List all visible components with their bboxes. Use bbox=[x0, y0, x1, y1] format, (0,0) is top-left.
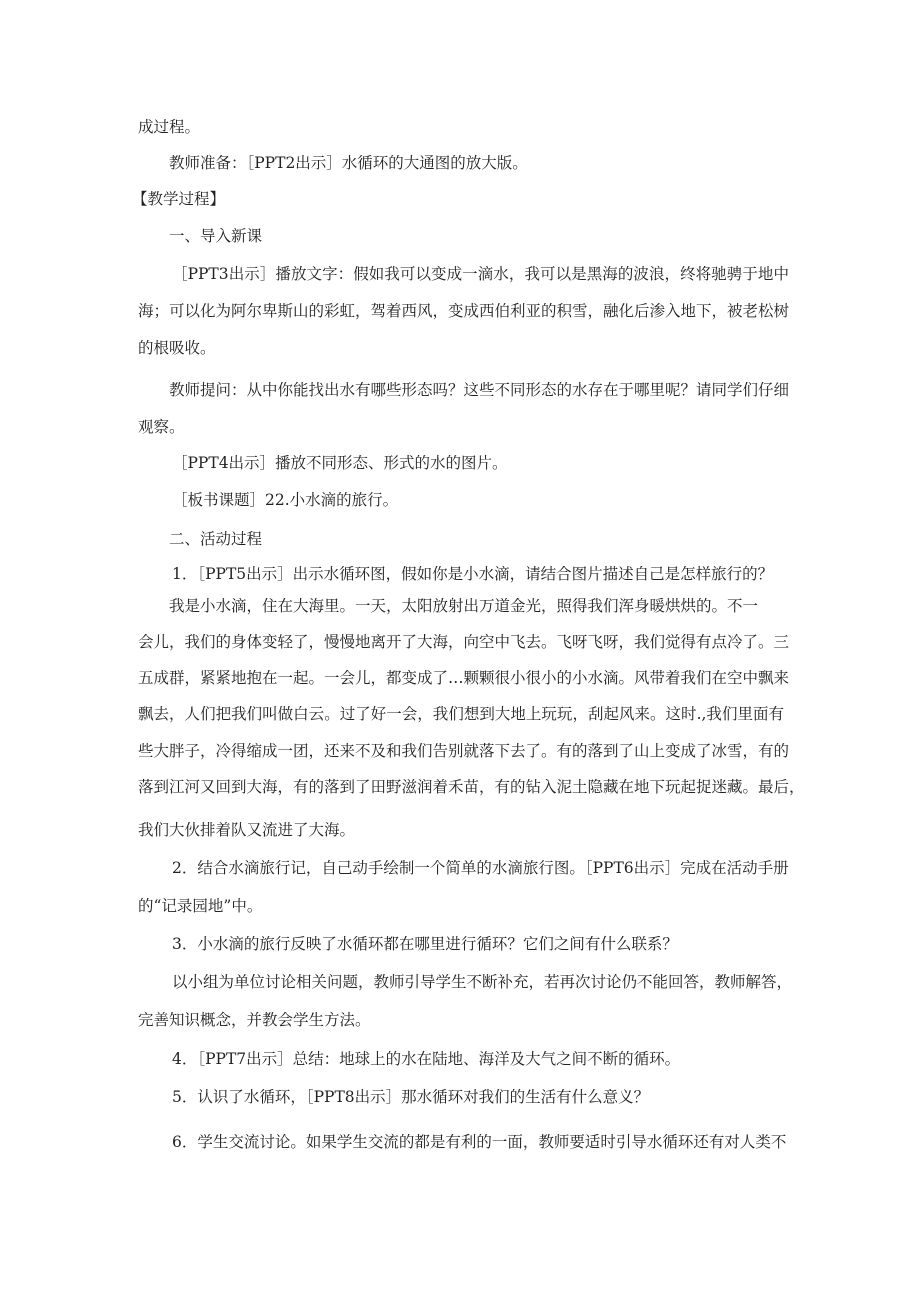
subsection-heading: 二、活动过程 bbox=[169, 530, 263, 548]
text-line: 完善知识概念，并教会学生方法。 bbox=[138, 1011, 371, 1029]
text-line: 五成群，紧紧地抱在一起。一会儿，都变成了…颗颗很小很小的小水滴。风带着我们在空中飘来 bbox=[138, 669, 790, 687]
text-line: 教师提问：从中你能找出水有哪些形态吗？这些不同形态的水存在于哪里呢？请同学们仔细 bbox=[169, 381, 790, 399]
text-line: ［板书课题］22.小水滴的旅行。 bbox=[172, 491, 399, 509]
text-line: ［PPT4出示］播放不同形态、形式的水的图片。 bbox=[172, 454, 508, 472]
text-line: 观察。 bbox=[138, 418, 185, 436]
list-item: 4．［PPT7出示］总结：地球上的水在陆地、海洋及大气之间不断的循环。 bbox=[172, 1050, 681, 1068]
text-line: 的“记录园地”中。 bbox=[138, 897, 263, 915]
text-line: 的根吸收。 bbox=[138, 339, 216, 357]
text-line: 飘去，人们把我们叫做白云。过了好一会，我们想到大地上玩玩，刮起风来。这时.,我们里面有 bbox=[138, 705, 784, 723]
section-heading: 【教学过程】 bbox=[132, 190, 226, 208]
list-item: 6．学生交流讨论。如果学生交流的都是有利的一面，教师要适时引导水循环还有对人类不 bbox=[172, 1133, 787, 1151]
list-item: 3．小水滴的旅行反映了水循环都在哪里进行循环？它们之间有什么联系？ bbox=[172, 935, 678, 953]
text-line: ［PPT3出示］播放文字：假如我可以变成一滴水，我可以是黑海的波浪，终将驰骋于地中 bbox=[172, 265, 789, 283]
text-line: 教师准备：［PPT2出示］水循环的大通图的放大版。 bbox=[169, 154, 528, 172]
subsection-heading: 一、导入新课 bbox=[169, 227, 263, 245]
text-line: 成过程。 bbox=[138, 118, 201, 136]
text-line: 我是小水滴，住在大海里。一天，太阳放射出万道金光，照得我们浑身暖烘烘的。不一 bbox=[169, 597, 759, 615]
text-line: 海；可以化为阿尔卑斯山的彩虹，驾着西风，变成西伯利亚的积雪，融化后渗入地下，被老松树 bbox=[138, 302, 790, 320]
list-item: 5．认识了水循环，［PPT8出示］那水循环对我们的生活有什么意义？ bbox=[172, 1088, 650, 1106]
text-line: 些大胖子，冷得缩成一团，还来不及和我们告别就落下去了。有的落到了山上变成了冰雪，有的 bbox=[138, 742, 790, 760]
text-line: 我们大伙排着队又流进了大海。 bbox=[138, 821, 356, 839]
list-item: 2．结合水滴旅行记，自己动手绘制一个简单的水滴旅行图。［PPT6出示］完成在活动手册 bbox=[172, 859, 789, 877]
list-item: 1．［PPT5出示］出示水循环图，假如你是小水滴，请结合图片描述自己是怎样旅行的？ bbox=[172, 565, 774, 583]
text-line: 以小组为单位讨论相关问题，教师引导学生不断补充，若再次讨论仍不能回答，教师解答， bbox=[172, 973, 793, 991]
text-line: 会儿，我们的身体变轻了，慢慢地离开了大海，向空中飞去。飞呀飞呀，我们觉得有点冷了。三 bbox=[138, 633, 790, 651]
text-line: 落到江河又回到大海，有的落到了田野滋润着禾苗，有的钻入泥土隐藏在地下玩起捉迷藏。最后， bbox=[138, 778, 805, 796]
